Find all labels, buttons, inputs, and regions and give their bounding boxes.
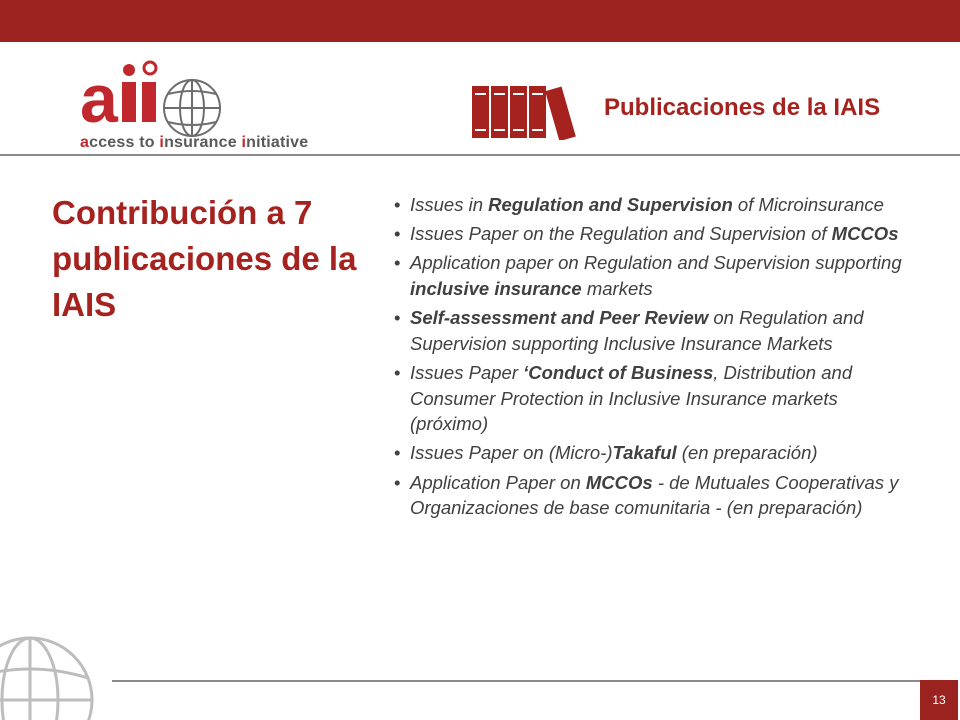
publication-text: on Regulation and Supervision supporting Inclusive Insurance Markets (410, 307, 864, 354)
publication-text: (en preparación) (676, 442, 818, 464)
page-number: 13 (920, 680, 958, 720)
publication-text-bold: MCCOs (585, 471, 653, 493)
publication-text-bold: inclusive insurance (410, 277, 582, 299)
top-bar (0, 0, 960, 42)
publication-text: , Distribution and Consumer Protection in Inclusive Insurance markets (próximo) (410, 361, 853, 435)
publication-text: markets (581, 277, 653, 299)
section-title: Publicaciones de la IAIS (604, 94, 881, 121)
publication-text-bold: Regulation and Supervision (488, 194, 733, 215)
logo-word-part: i (241, 134, 247, 151)
books-icon (470, 82, 590, 140)
logo-word-part: ccess to (89, 134, 160, 151)
publication-item (394, 360, 904, 437)
publication-item (394, 250, 904, 301)
publication-item (394, 440, 904, 466)
publication-item (394, 192, 904, 218)
header-divider (0, 154, 960, 156)
globe-icon (0, 620, 100, 720)
publication-text: Issues Paper on the Regulation and Supervision of (410, 223, 832, 245)
publication-text: of Microinsurance (732, 194, 884, 215)
publication-item (394, 221, 904, 247)
publication-text-bold: ‘Conduct of Business (523, 361, 714, 383)
logo-word-part: a (80, 134, 90, 151)
publication-list (394, 192, 904, 524)
publication-item (394, 470, 904, 521)
publication-text: Application paper on Regulation and Supervision supporting (410, 252, 902, 274)
publication-text-bold: MCCOs (831, 223, 899, 245)
logo-wordmark (80, 134, 308, 152)
publication-item (394, 305, 904, 356)
publication-text: - de Mutuales Cooperativas y Organizaciones de base comunitaria - (en preparación) (410, 471, 899, 519)
publication-text: Issues Paper on (Micro-) (410, 442, 613, 464)
publication-text-bold: Self-assessment and Peer Review (410, 307, 709, 329)
svg-text:a: a (80, 61, 114, 137)
footer-divider (112, 680, 920, 682)
publication-text: Issues in (410, 194, 489, 215)
publication-text-bold: Takaful (612, 442, 677, 464)
logo-word-part: nsurance (164, 134, 242, 151)
logo-word-part: nitiative (246, 134, 309, 151)
main-heading: Contribución a 7 publicaciones de la IAIS (52, 194, 357, 323)
logo-word-part: i (159, 134, 165, 151)
logo-mark (80, 61, 156, 137)
publication-text: Issues Paper (410, 361, 524, 383)
publication-text: Application Paper on (410, 471, 586, 493)
logo-globe-icon (164, 80, 220, 136)
